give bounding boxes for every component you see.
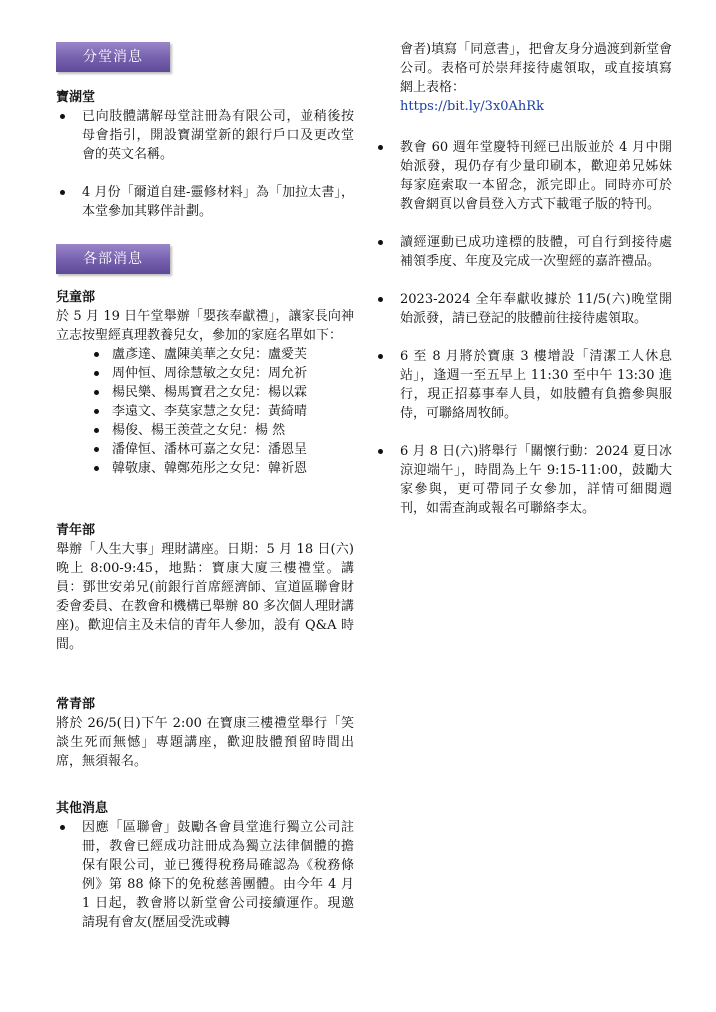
section-banner-branch-news: 分堂消息	[56, 42, 170, 72]
spacer	[374, 271, 672, 290]
family-item: 楊民樂、楊馬寶君之女兒：楊以霖	[90, 383, 354, 402]
list-item: 6 月 8 日(六)將舉行「關懷行動：2024 夏日冰涼迎端午」，時間為上午 9:15-11:00，鼓勵大家參與，更可帶同子女參加，詳情可細閱週刊，如需查詢或報名可聯絡李太。	[374, 442, 672, 518]
spacer	[374, 328, 672, 347]
list-item: 6 至 8 月將於寶康 3 樓增設「清潔工人休息站」，逢週一至五早上 11:30 至中午 13:30 進行，現正招募事奉人員，如肢體有負擔參與服侍，可聯絡周牧師。	[374, 347, 672, 423]
consent-form-link[interactable]: https://bit.ly/3x0AhRk	[400, 99, 544, 114]
children-dept-block	[56, 288, 354, 478]
children-dept-intro: 於 5 月 19 日午堂舉辦「嬰孩奉獻禮」，讓家長向神立志按聖經真理教養兒女，參加的家庭名單如下：	[56, 309, 354, 343]
right-news-list	[374, 138, 672, 518]
spacer	[56, 164, 354, 183]
youth-dept-block	[56, 521, 354, 654]
registration-continuation	[374, 40, 672, 116]
family-item: 韓敬康、韓鄭苑彤之女兒：韓祈恩	[90, 459, 354, 478]
other-news-heading: 其他消息	[56, 801, 109, 816]
list-item: 2023-2024 全年奉獻收據於 11/5(六)晚堂開始派發，請已登記的肢體前往接待處領取。	[374, 290, 672, 328]
dedication-family-list	[56, 345, 354, 478]
list-item: 已向肢體講解母堂註冊為有限公司，並稍後按母會指引，開設寶湖堂新的銀行戶口及更改堂會的英文名稱。	[56, 107, 354, 164]
youth-dept-heading: 青年部	[56, 523, 96, 538]
senior-dept-heading: 常青部	[56, 697, 96, 712]
youth-dept-text: 舉辦「人生大事」理財講座。日期：5 月 18 日(六)晚上 8:00-9:45，地點：寶康大廈三樓禮堂。講員：鄧世安弟兄(前銀行首席經濟師、宣道區聯會財委會委員、在教會和機構已舉辦 80 多次個人理財講座)。歡迎信主及未信的青年人參加，設有 Q&A 時間。	[56, 542, 354, 652]
family-item: 李遠文、李莫家慧之女兒：黃綺晴	[90, 402, 354, 421]
family-item: 潘偉恒、潘林可嘉之女兒：潘恩呈	[90, 440, 354, 459]
po-wu-church-heading: 寶湖堂	[56, 90, 96, 105]
branch-news-list	[56, 107, 354, 221]
list-item: 4 月份「爾道自建-靈修材料」為「加拉太書」，本堂參加其夥伴計劃。	[56, 183, 354, 221]
family-item: 周仲恒、周徐慧敏之女兒：周允祈	[90, 364, 354, 383]
spacer	[374, 423, 672, 442]
senior-dept-block	[56, 695, 354, 771]
section-banner-department-news: 各部消息	[56, 244, 170, 274]
family-item: 盧彥達、盧陳美華之女兒：盧愛芙	[90, 345, 354, 364]
list-item: 教會 60 週年堂慶特刊經已出版並於 4 月中開始派發，現仍存有少量印刷本，歡迎弟兄姊妹每家庭索取一本留念，派完即止。同時亦可於教會網頁以會員登入方式下載電子版的特刊。	[374, 138, 672, 214]
list-item: 讀經運動已成功達標的肢體，可自行到接待處補領季度、年度及完成一次聖經的嘉許禮品。	[374, 233, 672, 271]
other-news-list	[56, 818, 354, 932]
list-item: 因應「區聯會」鼓勵各會員堂進行獨立公司註冊，教會已經成功註冊成為獨立法律個體的擔保有限公司，並已獲得稅務局確認為《稅務條例》第 88 條下的免稅慈善團體。由今年 4 月 1 日起，教會將以新堂會公司接續運作。現邀請現有會友(歷屆受洗或轉	[56, 818, 354, 932]
spacer	[374, 214, 672, 233]
other-news-block	[56, 799, 354, 932]
branch-news-block	[56, 88, 354, 221]
registration-continuation-text: 會者)填寫「同意書」，把會友身分過渡到新堂會公司。表格可於崇拜接待處領取，或直接填寫網上表格：	[400, 42, 672, 95]
family-item: 楊俊、楊王羡萱之女兒：楊 然	[90, 421, 354, 440]
children-dept-heading: 兒童部	[56, 290, 96, 305]
senior-dept-text: 將於 26/5(日)下午 2:00 在寶康三樓禮堂舉行「笑談生死而無憾」專題講座，歡迎肢體預留時間出席，無須報名。	[56, 716, 354, 769]
